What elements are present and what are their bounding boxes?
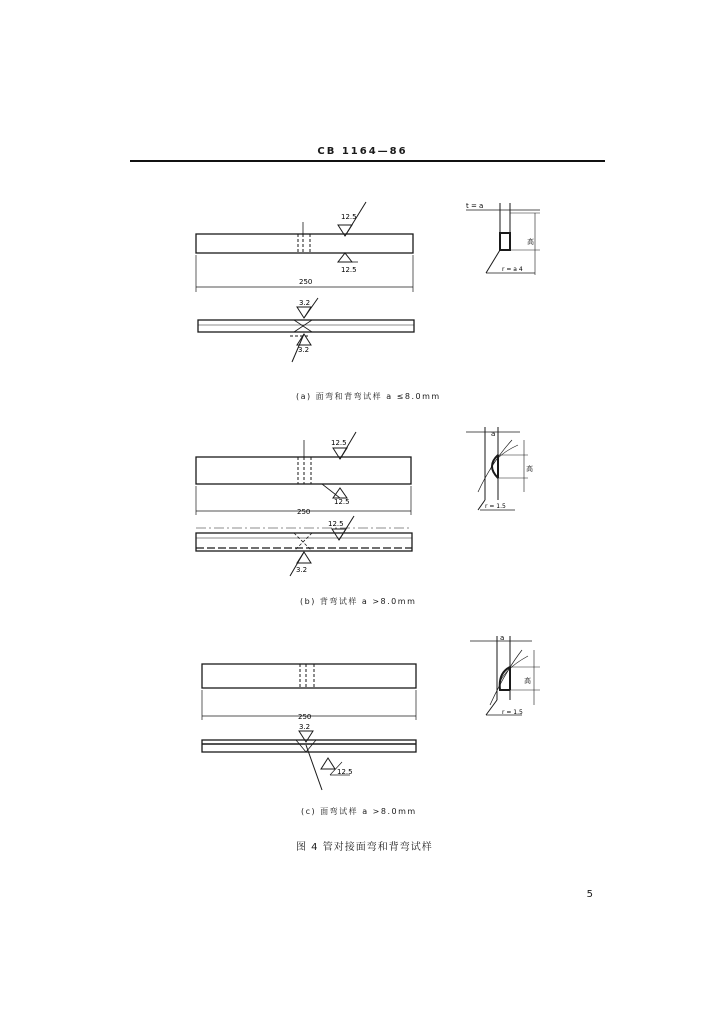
caption-c: (c) 面弯试样 a >8.0mm — [301, 807, 417, 816]
detail-height-label: 高 — [527, 238, 534, 246]
roughness-value: 3.2 — [299, 723, 311, 731]
detail-radius-label: r = 1.5 — [485, 503, 506, 510]
length-dimension: 250 — [298, 713, 312, 721]
length-dimension: 250 — [299, 278, 313, 286]
roughness-symbol — [332, 529, 346, 540]
roughness-symbol — [333, 488, 347, 498]
detail-b — [466, 427, 528, 510]
roughness-value: 12.5 — [334, 498, 350, 506]
detail-radius-label: r = a 4 — [502, 266, 523, 273]
roughness-value: 12.5 — [341, 266, 357, 274]
standard-number: CB 1164—86 — [317, 146, 408, 157]
figure-b-drawing — [196, 427, 528, 576]
detail-height-label: 高 — [526, 465, 533, 473]
roughness-symbol — [297, 334, 311, 345]
detail-thickness-label: a — [491, 430, 496, 438]
roughness-value: 3.2 — [299, 299, 311, 307]
roughness-value: 3.2 — [296, 566, 308, 574]
specimen-a-top-view — [196, 234, 413, 253]
figure-a-drawing — [196, 202, 540, 362]
page-number: 5 — [586, 889, 593, 900]
detail-height-label: 高 — [524, 677, 531, 685]
roughness-symbol — [297, 307, 311, 318]
roughness-value: 12.5 — [341, 213, 357, 221]
length-dimension: 250 — [297, 508, 311, 516]
roughness-symbol — [321, 758, 335, 769]
detail-radius-label: r = 1.5 — [502, 709, 523, 716]
roughness-symbol — [338, 253, 352, 262]
roughness-value: 12.5 — [331, 439, 347, 447]
roughness-value: 12.5 — [337, 768, 353, 776]
caption-b: (b) 背弯试样 a >8.0mm — [300, 597, 417, 606]
detail-c — [470, 636, 540, 715]
roughness-value: 3.2 — [298, 346, 310, 354]
figure-title: 图 4 管对接面弯和背弯试样 — [296, 842, 433, 853]
specimen-c-side-view — [202, 740, 416, 752]
figure-c-drawing — [202, 636, 540, 790]
specimen-c-top-view — [202, 664, 416, 688]
caption-a: (a) 面弯和背弯试样 a ≤8.0mm — [296, 392, 441, 401]
detail-thickness-label: a — [500, 634, 505, 642]
specimen-a-side-view — [198, 320, 414, 332]
roughness-value: 12.5 — [328, 520, 344, 528]
detail-thickness-label: t = a — [466, 202, 484, 210]
